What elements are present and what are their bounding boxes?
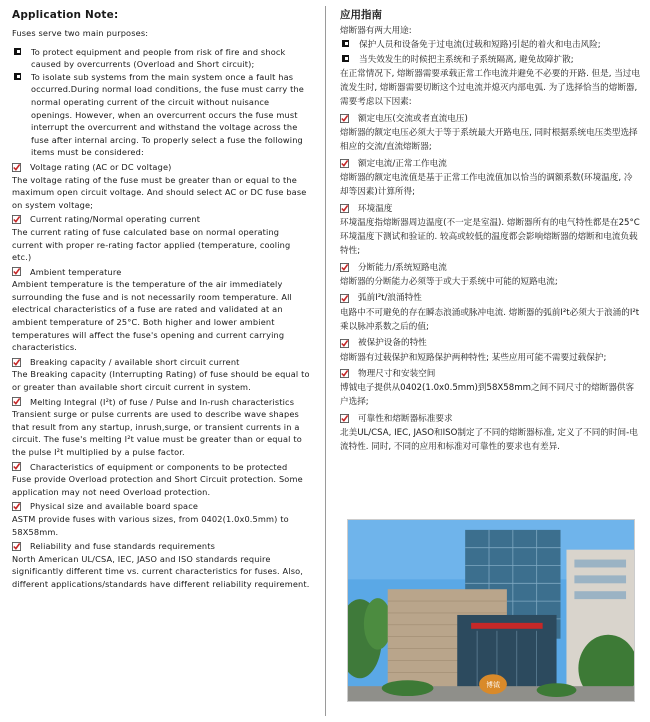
factor-heading [12,266,312,279]
checkbox-icon [12,502,21,511]
purpose-item [340,38,640,52]
building-illustration [348,520,634,701]
factor-title: Voltage rating (AC or DC voltage) [30,161,172,172]
factor-description: ASTM provide fuses with various sizes, from 0402(1.0x0.5mm) to 58X58mm. [12,513,289,537]
checkbox-icon [12,358,21,367]
checkbox-icon [12,397,21,406]
factor-title: 额定电流/正常工作电流 [358,158,447,169]
factor-heading [340,157,640,171]
factor-title: 可靠性和熔断器标准要求 [358,413,453,424]
factor-description: The voltage rating of the fuse must be greater than or equal to the maximum open circuit voltage. And should select AC or DC fuse base on system voltage; [12,174,307,210]
factor-heading [12,500,312,513]
purpose-item [12,46,312,71]
factor-title: Current rating/Normal operating current [30,214,201,225]
square-bullet-icon [342,40,349,47]
chinese-column [340,0,640,455]
column-divider [325,6,326,716]
checkbox-icon [340,263,349,272]
checkbox-icon [12,542,21,551]
factor-description: 熔断器的分断能力必须等于或大于系统中可能的短路电流; [340,277,558,288]
chinese-factor-list [340,112,640,455]
factor-description: 电路中不可避免的存在瞬态浪涌或脉冲电流. 熔断器的弧前I²t必须大于浪涌的I²t乘以脉冲系数之后的值; [340,307,640,332]
english-title: Application Note: [12,9,119,21]
factor-title: Melting Integral (I²t) of fuse / Pulse and In-rush characteristics [30,396,295,407]
factor-title: 额定电压(交流或者直流电压) [358,113,468,124]
factor-heading [340,291,640,305]
factor-heading [340,367,640,381]
factor-heading [12,540,312,553]
purpose-text: 保护人员和设备免于过电流(过载和短路)引起的着火和电击风险; [359,40,601,51]
chinese-intro: 熔断器有两大用途: [340,26,412,36]
checkbox-icon [340,339,349,348]
building-photo [347,519,635,702]
factor-description: 熔断器的额定电压必须大于等于系统最大开路电压, 同时根据系统电压类型选择相应的交流/直流熔断器; [340,128,638,153]
purpose-item [12,71,312,159]
square-bullet-icon [342,55,349,62]
factor-description: The Breaking capacity (Interrupting Rating) of fuse should be equal to or greater than available short circuit current in system. [12,369,310,393]
factor-heading [12,356,312,369]
factor-description: The current rating of fuse calculated base on normal operating current with proper re-rating factor applied (temperature, cooling etc.) [12,226,291,263]
factor-description: 北美UL/CSA, IEC, JASO和ISO制定了不同的熔断器标准, 定义了不同的时间-电流特性. 同时, 不同的应用和标准对可靠性的要求也有差异. [340,428,638,453]
checkbox-icon [340,294,349,303]
factor-description: Ambient temperature is the temperature of the air immediately surrounding the fuse and is not necessarily room temperature. All electrical characteristics of a fuse are rated and validated at an ambient temperature of 25°C. Both higher and lower ambient temperatures will affect the fuse's opening and current carrying characteristics. [12,279,292,353]
checkbox-icon [12,462,21,471]
english-column [12,0,312,591]
checkbox-icon [12,215,21,224]
factor-heading [12,161,312,174]
square-bullet-icon [14,73,21,80]
factor-description: 熔断器的额定电流值是基于正常工作电流值加以恰当的调额系数(环境温度, 冷却等因素)计算所得; [340,172,633,198]
square-bullet-icon [14,48,21,55]
factor-description: 熔断器有过载保护和短路保护两种特性; 某些应用可能不需要过载保护; [340,352,607,363]
checkbox-icon [340,369,349,378]
factor-heading [340,261,640,275]
checkbox-icon [340,114,349,123]
purpose-body: 在正常情况下, 熔断器需要承载正常工作电流并避免不必要的开路. 但是, 当过电流发生时, 熔断器需要切断这个过电流并熄灭内部电弧. 为了选择恰当的熔断器, 需要考虑以下因素: [340,68,640,108]
factor-description: 环境温度指熔断器周边温度(不一定是室温). 熔断器所有的电气特性都是在25°C环境温度下测试和验证的. 较高或较低的温度都会影响熔断器的熔断和电流负载特性; [340,217,640,257]
factor-heading [12,461,312,474]
checkbox-icon [340,159,349,168]
factor-description: North American UL/CSA, IEC, JASO and ISO standards require significantly different time vs. current characteristics for fuses. Also, different applications/standards have different reliability requirement. [12,553,310,589]
factor-heading [12,213,312,226]
factor-title: 物理尺寸和安装空间 [358,368,436,379]
factor-title: Characteristics of equipment or components to be protected [30,461,288,472]
factor-title: Ambient temperature [30,266,122,277]
purpose-text: 当失效发生的时候把主系统和子系统隔离, 避免故障扩散; [359,54,574,65]
factor-title: 弧前I²t/浪涌特性 [358,293,422,304]
factor-title: Breaking capacity / available short circuit current [30,356,240,367]
factor-heading [340,202,640,216]
purpose-text: To protect equipment and people from risk of fire and shock caused by overcurrents (Overload and Short circuit); [31,46,286,70]
factor-title: Reliability and fuse standards requirements [30,541,216,552]
factor-title: 分断能力/系统短路电流 [358,262,447,273]
english-intro: Fuses serve two main purposes: [12,28,149,38]
factor-title: 被保护设备的特性 [358,338,427,349]
purpose-text: To isolate sub systems from the main system once a fault has occurred.During normal load conditions, the fuse must carry the normal operating current of the circuit without nuisance openings. However, when an overcurrent occurs the fuse must interrupt the overcurrent and withstand the voltage across the fuse after internal arcing. To properly select a fuse the following items must be considered: [31,71,304,158]
checkbox-icon [340,414,349,423]
factor-title: Physical size and available board space [30,501,199,512]
purpose-item [340,53,640,67]
building-sign-text: 博钺 [486,681,500,690]
checkbox-icon [12,163,21,172]
factor-heading [340,112,640,126]
english-factor-list [12,161,312,591]
checkbox-icon [340,204,349,213]
factor-title: 环境温度 [358,203,393,214]
checkbox-icon [12,267,21,276]
factor-heading [12,396,312,409]
factor-description: 博钺电子提供从0402(1.0x0.5mm)到58X58mm之间不同尺寸的熔断器供客户选择; [340,383,635,408]
factor-heading [340,412,640,426]
factor-heading [340,336,640,350]
chinese-title: 应用指南 [340,9,382,21]
factor-description: Fuse provide Overload protection and Short Circuit protection. Some application may not need Overload protection. [12,474,303,497]
factor-description: Transient surge or pulse currents are used to describe wave shapes that result from any startup, inrush,surge, or transient currents in a circuit. The fuse's melting I²t value must be greater than or equal to the pulse I²t multiplied by a pulse factor. [12,409,302,457]
